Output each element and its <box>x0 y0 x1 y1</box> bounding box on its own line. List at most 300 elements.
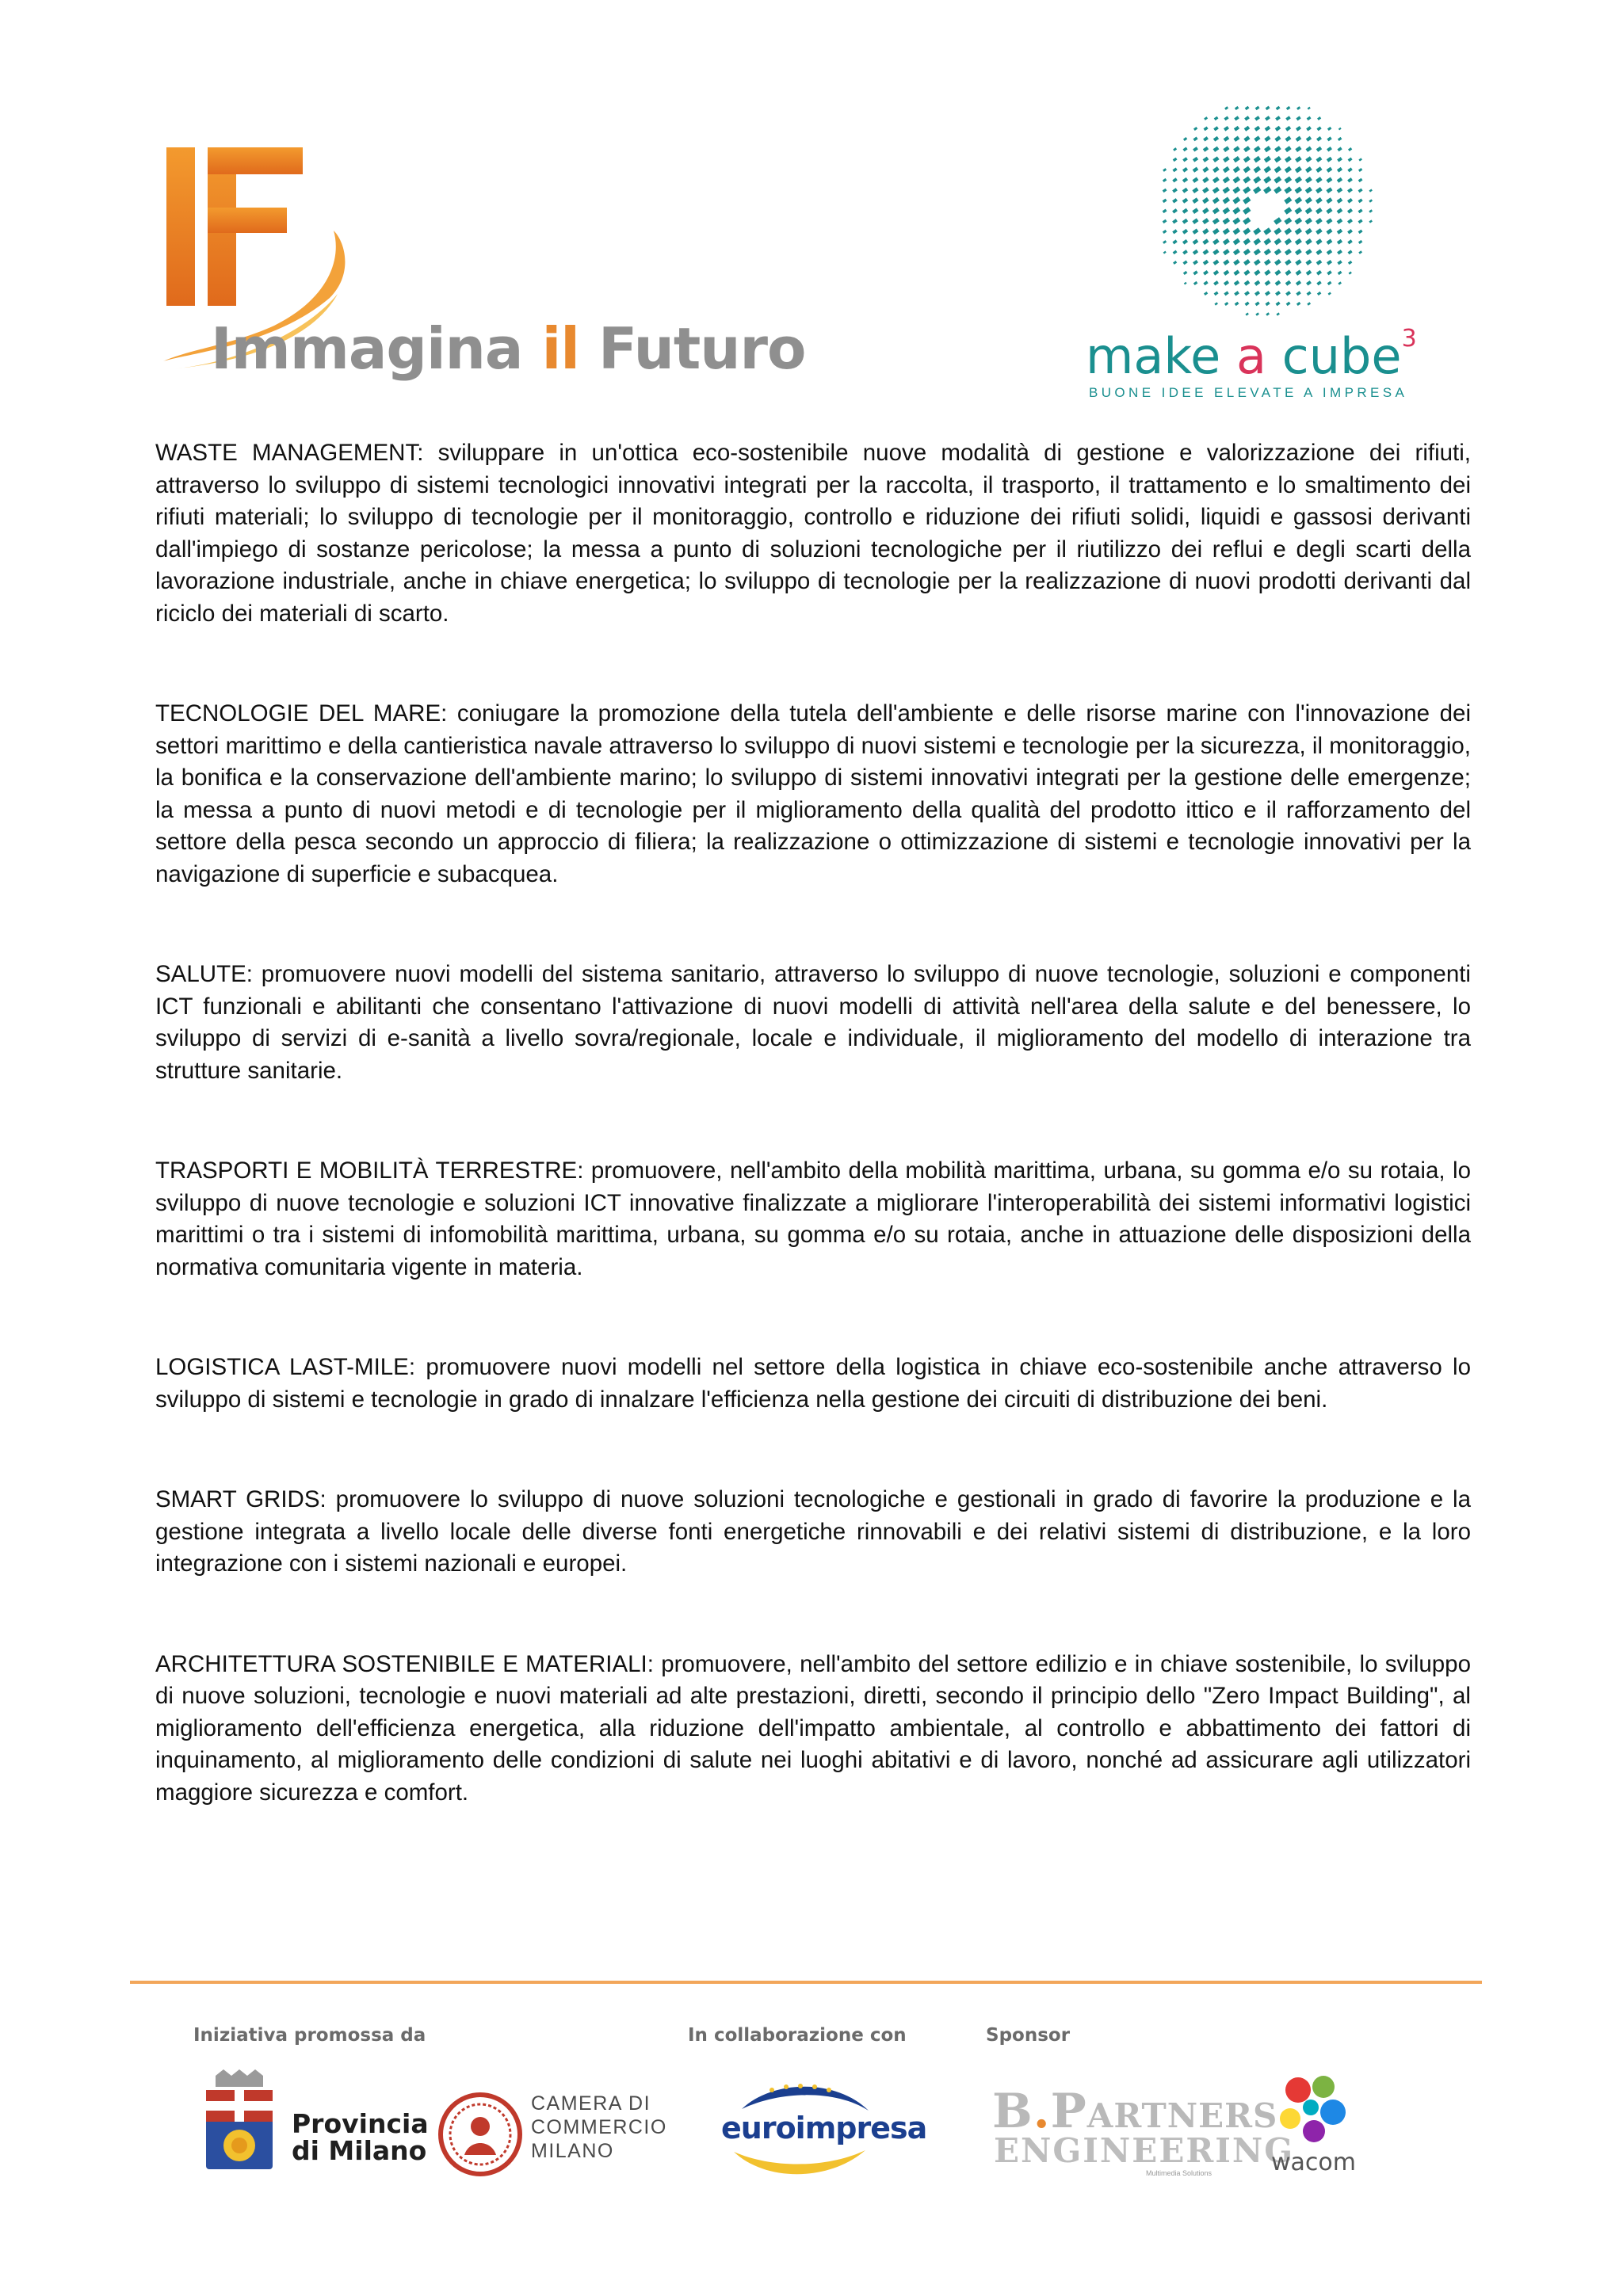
globe-dot <box>1347 198 1353 204</box>
globe-dot <box>1234 291 1239 296</box>
globe-dot <box>1212 218 1220 225</box>
globe-dot <box>1294 196 1302 204</box>
globe-dot <box>1284 176 1292 183</box>
paragraph-trasporti: TRASPORTI E MOBILITÀ TERRESTRE: promuovere, nell'ambito della mobilità marittima, urbana, su gomma e/o su rotaia, lo sviluppo di nuove tecnologie e soluzioni ICT innovative finalizzate a migliorare l'interoperabilità dei sistemi informativi logistici marittimi o tra i sistemi di infomobilità marittima, urbana, su gomma e/o su rotaia, anche in attuazione delle disposizioni della normativa comunitaria vigente in materia. <box>155 1158 1471 1280</box>
globe-dot <box>1326 177 1332 183</box>
globe-dot <box>1306 147 1312 152</box>
globe-dot <box>1358 198 1362 203</box>
globe-dot <box>1305 187 1312 194</box>
globe-dot <box>1274 238 1282 246</box>
globe-dot <box>1172 239 1177 244</box>
make-a-cube-tagline: BUONE IDEE ELEVATE A IMPRESA <box>1089 385 1408 400</box>
bpartners-line2: ENGINEERING <box>994 2131 1295 2170</box>
globe-dot <box>1264 259 1271 265</box>
globe-dot <box>1182 167 1188 173</box>
paragraph-architettura: ARCHITETTURA SOSTENIBILE E MATERIALI: promuovere, nell'ambito del settore edilizio e in chiave sostenibile, lo sviluppo di nuove soluzioni, tecnologie e nuovi materiali ad alte prestazioni, diretti, secondo il principio dello "Zero Impact Building", al miglioramento dell'efficienza energetica, alla riduzione dell'impatto ambientale, al controllo e abbattimento dei fattori di inquinamento, al miglioramento delle condizioni di salute nei luoghi abitativi e di lavoro, nonché ad assicurare agli utilizzatori maggiore sicurezza e comfort. <box>155 1650 1471 1806</box>
globe-dot <box>1232 217 1240 224</box>
globe-dot <box>1316 197 1323 204</box>
globe-dot <box>1326 197 1332 204</box>
globe-dot <box>1212 228 1220 235</box>
globe-dot <box>1254 156 1261 163</box>
globe-dot <box>1296 302 1300 306</box>
globe-dot <box>1285 166 1292 174</box>
globe-dot <box>1163 251 1167 254</box>
globe-dot <box>1202 177 1209 183</box>
globe-dot <box>1275 116 1281 120</box>
globe-dot <box>1326 218 1332 224</box>
globe-dot <box>1182 239 1188 245</box>
globe-dot <box>1213 136 1219 142</box>
globe-dot <box>1316 187 1323 193</box>
globe-dot <box>1182 188 1188 193</box>
globe-dot <box>1306 280 1312 285</box>
globe-dot <box>1232 227 1240 235</box>
globe-dot <box>1232 196 1240 204</box>
globe-dot <box>1274 249 1281 256</box>
globe-dot <box>1163 189 1167 193</box>
globe-dot <box>1327 167 1333 173</box>
globe-dot <box>1192 228 1198 234</box>
globe-dot <box>1316 177 1322 183</box>
globe-dot <box>1316 166 1322 173</box>
globe-dot <box>1358 178 1363 182</box>
globe-dot <box>1295 228 1302 235</box>
globe-dot <box>1182 208 1189 214</box>
globe-dot <box>1223 177 1230 184</box>
globe-dot <box>1223 249 1230 255</box>
globe-dot <box>1212 249 1219 255</box>
globe-dot <box>1307 302 1311 306</box>
footer-label-collaboration: In collaborazione con <box>688 2025 907 2046</box>
bp-rest: ARTNERS <box>1086 2096 1278 2135</box>
globe-dot <box>1193 281 1198 285</box>
globe-dot <box>1182 229 1188 235</box>
globe-dot <box>1263 186 1271 194</box>
globe-dot <box>1327 260 1332 265</box>
globe-dot <box>1234 280 1239 286</box>
globe-dot <box>1305 218 1312 225</box>
wacom-text: wacom <box>1271 2149 1356 2176</box>
globe-dot <box>1316 270 1322 276</box>
globe-dot <box>1284 227 1292 235</box>
globe-dot <box>1253 227 1261 235</box>
if-logo-word: il <box>541 315 579 382</box>
globe-dot <box>1284 186 1292 193</box>
globe-dot <box>1274 259 1281 265</box>
globe-dot <box>1369 209 1373 212</box>
globe-dot <box>1223 208 1231 215</box>
globe-dot <box>1224 126 1229 132</box>
globe-dot <box>1295 249 1302 255</box>
footer-label-sponsor: Sponsor <box>986 2025 1071 2046</box>
globe-dot <box>1308 107 1311 110</box>
globe-dot <box>1182 250 1188 254</box>
globe-dot <box>1204 292 1208 296</box>
globe-dot <box>1255 106 1260 111</box>
globe-dot <box>1306 136 1312 142</box>
globe-dot <box>1193 270 1197 275</box>
globe-dot <box>1223 228 1230 235</box>
camera-line: CAMERA DI <box>531 2092 651 2115</box>
globe-dot <box>1305 156 1312 162</box>
globe-dot <box>1212 197 1220 204</box>
globe-dot <box>1183 147 1188 152</box>
globe-dot <box>1254 291 1260 296</box>
globe-dot <box>1337 177 1342 183</box>
globe-dot <box>1264 146 1271 152</box>
globe-dot <box>1274 135 1281 142</box>
globe-dot <box>1202 218 1209 224</box>
globe-dot <box>1254 249 1261 256</box>
globe-dot <box>1224 106 1228 110</box>
globe-dot <box>1326 228 1332 235</box>
globe-dot <box>1316 260 1323 265</box>
globe-dot <box>1358 189 1363 193</box>
globe-dot <box>1266 312 1270 315</box>
globe-dot <box>1202 187 1209 193</box>
globe-dot <box>1253 238 1261 245</box>
globe-dot <box>1163 230 1167 234</box>
globe-dot <box>1254 301 1259 306</box>
globe-dot <box>1296 116 1300 120</box>
document-body <box>155 437 1471 1877</box>
globe-dot <box>1223 238 1230 245</box>
globe-dot <box>1337 188 1343 193</box>
globe-dot <box>1253 176 1261 183</box>
globe-dot <box>1276 312 1279 315</box>
globe-dot <box>1296 291 1300 296</box>
globe-dot <box>1275 291 1281 296</box>
globe-dot <box>1254 166 1262 174</box>
globe-dot <box>1223 197 1231 204</box>
globe-dot <box>1203 147 1209 152</box>
globe-dot <box>1347 239 1352 244</box>
globe-dot <box>1347 167 1352 172</box>
globe-dot <box>1243 186 1251 194</box>
globe-dot <box>1296 280 1301 286</box>
globe-dot <box>1255 312 1259 315</box>
globe-dot <box>1296 126 1301 132</box>
globe-dot <box>1244 116 1250 120</box>
globe-dot <box>1274 176 1281 183</box>
globe-dot <box>1285 146 1291 152</box>
globe-dot <box>1316 238 1322 245</box>
globe-dot <box>1327 250 1332 255</box>
globe-dot <box>1254 280 1261 286</box>
globe-dot <box>1285 291 1291 296</box>
footer-divider <box>130 1981 1482 1984</box>
globe-dot <box>1295 177 1302 184</box>
provincia-di-milano-text <box>292 2108 429 2166</box>
globe-dot <box>1306 270 1312 276</box>
globe-dot <box>1285 280 1291 286</box>
globe-dot <box>1193 239 1199 245</box>
globe-dot <box>1263 176 1271 183</box>
globe-dot <box>1223 166 1230 173</box>
globe-dot <box>1337 239 1342 245</box>
globe-dot <box>1276 106 1281 110</box>
camera-line: COMMERCIO <box>531 2116 667 2138</box>
globe-dot <box>1358 240 1362 244</box>
globe-dot <box>1223 187 1230 194</box>
globe-dot <box>1243 269 1250 276</box>
globe-dot <box>1172 177 1178 182</box>
globe-dot <box>1243 135 1250 142</box>
globe-dot <box>1348 147 1352 151</box>
globe-dot <box>1266 106 1270 111</box>
globe-dot <box>1284 196 1292 204</box>
globe-dot <box>1306 126 1312 131</box>
make-a-cube-wordmark <box>1086 325 1417 385</box>
globe-dot <box>1275 126 1281 132</box>
globe-dot <box>1285 126 1291 132</box>
globe-dot <box>1172 167 1177 172</box>
globe-dot <box>1243 238 1251 246</box>
globe-dot <box>1232 186 1240 193</box>
globe-dot <box>1243 227 1251 235</box>
globe-dot <box>1212 238 1220 245</box>
globe-dot <box>1253 207 1262 215</box>
globe-dot <box>1307 292 1312 296</box>
globe-dot <box>1233 238 1240 246</box>
globe-dot <box>1263 217 1271 225</box>
globe-dot <box>1233 146 1239 152</box>
globe-dot <box>1192 218 1198 224</box>
globe-dot <box>1274 196 1281 204</box>
globe-dot <box>1337 250 1342 254</box>
globe-dot <box>1305 249 1312 255</box>
globe-dot <box>1265 116 1270 120</box>
globe-dot <box>1348 261 1352 265</box>
globe-dot <box>1163 178 1167 182</box>
globe-dot <box>1203 157 1209 162</box>
globe-dot <box>1285 156 1292 162</box>
globe-dot <box>1214 302 1218 305</box>
globe-dot <box>1223 146 1229 152</box>
globe-dot <box>1295 156 1302 162</box>
globe-dot <box>1327 239 1333 245</box>
globe-dot <box>1316 208 1323 214</box>
globe-dot <box>1193 127 1197 131</box>
globe-dot <box>1192 197 1198 204</box>
globe-dot <box>1224 136 1230 142</box>
provincia-line: Provincia <box>292 2108 429 2139</box>
globe-dot <box>1285 259 1292 265</box>
globe-dot <box>1254 269 1260 276</box>
globe-dot <box>1347 188 1353 193</box>
globe-dot <box>1263 196 1272 204</box>
globe-dot <box>1244 280 1251 286</box>
if-logo-word: Immagina <box>211 315 523 382</box>
globe-dot <box>1337 198 1343 204</box>
globe-dot <box>1234 116 1239 120</box>
globe-dot <box>1233 249 1240 255</box>
globe-dot <box>1173 250 1178 254</box>
globe-dot <box>1202 228 1209 235</box>
globe-dot <box>1163 240 1167 244</box>
globe-dot <box>1243 207 1251 215</box>
globe-dot <box>1316 249 1322 254</box>
globe-dot <box>1265 126 1271 132</box>
globe-dot <box>1305 197 1312 204</box>
globe-dot <box>1193 250 1198 255</box>
mac-superscript: 3 <box>1401 325 1417 353</box>
globe-dot <box>1285 135 1291 141</box>
globe-dot <box>1202 208 1209 214</box>
globe-dot <box>1295 238 1302 246</box>
globe-dot <box>1243 166 1251 174</box>
globe-dot <box>1182 177 1188 183</box>
globe-dot <box>1263 238 1271 245</box>
globe-dot <box>1358 230 1363 234</box>
globe-dot <box>1307 116 1312 120</box>
globe-dot <box>1172 219 1178 223</box>
globe-dot <box>1264 269 1270 276</box>
globe-dot <box>1173 261 1177 265</box>
globe-dot <box>1212 166 1220 173</box>
globe-dot <box>1337 229 1342 235</box>
globe-dot <box>1182 219 1188 224</box>
globe-dot <box>1234 126 1239 132</box>
globe-dot <box>1274 207 1281 215</box>
globe-dot <box>1338 281 1342 284</box>
globe-dot <box>1305 238 1312 245</box>
globe-dot <box>1316 147 1322 152</box>
camera-line: MILANO <box>531 2140 614 2162</box>
globe-dot <box>1264 166 1272 174</box>
globe-dot <box>1182 157 1188 162</box>
globe-dot <box>1286 106 1291 110</box>
globe-dot <box>1327 136 1331 141</box>
globe-dot <box>1193 157 1198 162</box>
globe-dot <box>1224 302 1228 306</box>
globe-dot <box>1183 271 1188 275</box>
globe-dot <box>1347 219 1353 224</box>
globe-dot <box>1327 147 1332 152</box>
globe-dot <box>1253 217 1261 225</box>
globe-dot <box>1327 270 1331 275</box>
if-logo-text <box>211 315 806 382</box>
wacom-logo-icon <box>1273 2071 1352 2150</box>
globe-dot <box>1347 177 1353 182</box>
globe-dot <box>1328 292 1331 296</box>
globe-dot <box>1254 146 1261 152</box>
globe-dot <box>1316 126 1321 131</box>
globe-dot <box>1213 260 1220 265</box>
globe-dot <box>1305 166 1312 173</box>
globe-dot <box>1233 166 1240 174</box>
globe-dot <box>1284 207 1292 214</box>
globe-dot <box>1213 280 1219 285</box>
globe-dot <box>1243 146 1251 152</box>
globe-dot <box>1163 199 1167 204</box>
globe-dot <box>1203 136 1209 141</box>
globe-dot <box>1285 249 1292 255</box>
globe-dot <box>1285 116 1291 120</box>
globe-dot <box>1274 186 1281 194</box>
globe-dot <box>1358 219 1363 224</box>
globe-dot <box>1327 157 1332 162</box>
globe-dot <box>1338 271 1342 275</box>
globe-dot <box>1337 219 1343 224</box>
globe-dot <box>1224 291 1228 296</box>
globe-dot <box>1358 158 1362 161</box>
globe-dot <box>1214 116 1219 120</box>
globe-dot <box>1173 147 1177 151</box>
globe-dot <box>1265 280 1271 286</box>
globe-dot <box>1337 167 1342 173</box>
globe-dot <box>1235 302 1239 306</box>
globe-dot <box>1295 187 1303 194</box>
globe-dot <box>1234 136 1240 142</box>
globe-dot <box>1316 280 1321 285</box>
globe-dot <box>1212 177 1220 183</box>
dotted-globe-icon <box>1133 95 1395 321</box>
paragraph-tecnologie-del-mare: TECNOLOGIE DEL MARE: coniugare la promozione della tutela dell'ambiente e delle risorse marine con l'innovazione dei settori marittimo e della cantieristica navale attraverso lo sviluppo di nuovi sistemi e tecnologie per la sicurezza, il monitoraggio, la bonifica e la conservazione dell'ambiente marino; lo sviluppo di sistemi innovativi integrati per la gestione delle emergenze; la messa a punto di nuovi metodi e di tecnologie per il miglioramento della qualità del prodotto ittico e il rafforzamento del settore della pesca secondo un approccio di filiera; la realizzazione o ottimizzazione di sistemi e tecnologie innovativi per la navigazione di superficie e subacquea. <box>155 700 1471 887</box>
globe-dot <box>1244 291 1250 296</box>
globe-dot <box>1284 217 1292 224</box>
globe-dot <box>1245 312 1248 315</box>
globe-dot <box>1317 116 1321 120</box>
globe-dot <box>1263 207 1272 215</box>
globe-dot <box>1233 156 1240 162</box>
globe-dot <box>1172 198 1178 203</box>
globe-dot <box>1193 260 1198 265</box>
globe-dot <box>1214 292 1219 296</box>
globe-dot <box>1294 207 1302 214</box>
globe-dot <box>1193 136 1197 141</box>
globe-dot <box>1182 198 1189 204</box>
globe-dot <box>1184 282 1187 285</box>
globe-dot <box>1243 176 1251 183</box>
globe-dot <box>1243 217 1251 225</box>
globe-dot <box>1173 158 1178 162</box>
euroimpresa-text: euroimpresa <box>721 2111 927 2145</box>
globe-dot <box>1264 135 1270 142</box>
if-logo-word: Futuro <box>598 315 806 382</box>
globe-dot <box>1192 208 1198 214</box>
globe-dot <box>1305 228 1312 235</box>
globe-dot <box>1327 127 1332 131</box>
globe-dot <box>1337 208 1343 214</box>
globe-dot <box>1358 250 1362 254</box>
globe-dot <box>1163 168 1167 172</box>
globe-dot <box>1233 259 1239 265</box>
globe-dot <box>1295 218 1303 225</box>
globe-dot <box>1286 302 1291 306</box>
globe-dot <box>1275 280 1281 286</box>
paragraph-logistica: LOGISTICA LAST-MILE: promuovere nuovi modelli nel settore della logistica in chiave eco-sostenibile anche attraverso lo sviluppo di sistemi e tecnologie in grado di innalzare l'efficienza nella gestione dei circuiti di distribuzione dei beni. <box>155 1354 1471 1413</box>
globe-dot <box>1274 217 1281 225</box>
mac-word: a <box>1235 327 1266 385</box>
globe-dot <box>1224 270 1230 276</box>
globe-dot <box>1337 157 1342 162</box>
globe-dot <box>1305 177 1312 183</box>
globe-dot <box>1265 301 1270 306</box>
globe-dot <box>1274 269 1281 276</box>
globe-dot <box>1326 187 1332 193</box>
globe-dot <box>1347 208 1353 214</box>
globe-dot <box>1213 270 1219 276</box>
bp-dot: . <box>1033 2084 1051 2139</box>
globe-dot <box>1182 260 1187 265</box>
globe-dot <box>1264 156 1271 163</box>
globe-dot <box>1212 208 1220 215</box>
provincia-line: di Milano <box>292 2135 427 2166</box>
globe-dot <box>1285 238 1292 246</box>
globe-dot <box>1274 166 1281 174</box>
make-a-cube-logo <box>1078 95 1458 400</box>
